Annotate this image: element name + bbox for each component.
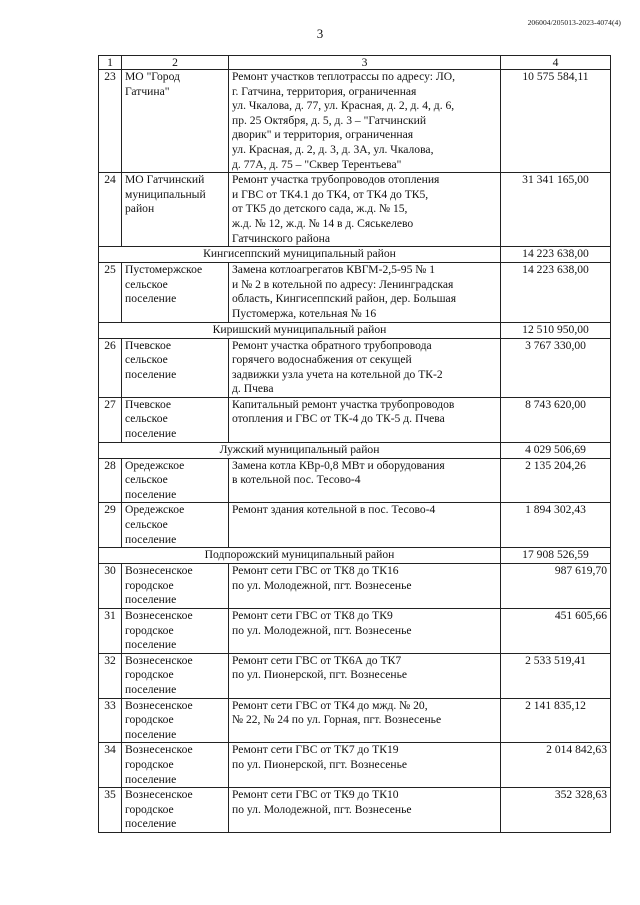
row-number: 30: [99, 564, 122, 609]
amount: 987 619,70: [501, 564, 611, 609]
header-col-1: 1: [99, 56, 122, 70]
amount: 451 605,66: [501, 609, 611, 654]
header-col-3: 3: [229, 56, 501, 70]
amount: 3 767 330,00: [501, 338, 611, 397]
amount: 8 743 620,00: [501, 397, 611, 442]
table-row: [99, 458, 611, 503]
district-section-row: [99, 442, 611, 458]
work-description: Ремонт участка трубопроводов отопления и ГВС от ТК4.1 до ТК4, от ТК4 до ТК5, от ТК5 до детского сада, ж.д. № 15, ж.д. № 12, ж.д. № 14 в д. Сяськелево Гатчинского района: [229, 173, 501, 247]
work-description: Замена котла КВр-0,8 МВт и оборудования в котельной пос. Тесово-4: [229, 458, 501, 503]
municipality-name: Вознесенское городское поселение: [122, 698, 229, 743]
row-number: 35: [99, 788, 122, 833]
header-col-2: 2: [122, 56, 229, 70]
district-total: 17 908 526,59: [501, 548, 611, 564]
district-total: 14 223 638,00: [501, 247, 611, 263]
amount: 10 575 584,11: [501, 70, 611, 173]
page-number: 3: [316, 26, 324, 41]
municipality-name: Пустомержское сельское поселение: [122, 263, 229, 322]
amount: 352 328,63: [501, 788, 611, 833]
municipality-name: Оредежское сельское поселение: [122, 503, 229, 548]
municipality-name: Оредежское сельское поселение: [122, 458, 229, 503]
work-description: Ремонт сети ГВС от ТК4 до мжд. № 20, № 22, № 24 по ул. Горная, пгт. Вознесенье: [229, 698, 501, 743]
row-number: 27: [99, 397, 122, 442]
row-number: 28: [99, 458, 122, 503]
table-row: [99, 397, 611, 442]
table-row: [99, 743, 611, 788]
district-name: Подпорожский муниципальный район: [99, 548, 501, 564]
table-row: [99, 503, 611, 548]
district-total: 4 029 506,69: [501, 442, 611, 458]
row-number: 29: [99, 503, 122, 548]
table-row: [99, 653, 611, 698]
amount: 2 014 842,63: [501, 743, 611, 788]
table-row: [99, 698, 611, 743]
table-row: [99, 338, 611, 397]
municipality-name: Пчевское сельское поселение: [122, 338, 229, 397]
amount: 1 894 302,43: [501, 503, 611, 548]
work-description: Капитальный ремонт участка трубопроводов отопления и ГВС от ТК-4 до ТК-5 д. Пчева: [229, 397, 501, 442]
district-total: 12 510 950,00: [501, 322, 611, 338]
work-description: Ремонт участка обратного трубопровода горячего водоснабжения от секущей задвижки узла учета на котельной до ТК-2 д. Пчева: [229, 338, 501, 397]
row-number: 23: [99, 70, 122, 173]
table-row: [99, 564, 611, 609]
municipality-name: МО "Город Гатчина": [122, 70, 229, 173]
municipality-name: МО Гатчинский муниципальный район: [122, 173, 229, 247]
work-description: Замена котлоагрегатов КВГМ-2,5-95 № 1 и № 2 в котельной по адресу: Ленинградская область, Кингисеппский район, дер. Большая Пустомержа, котельная № 16: [229, 263, 501, 322]
row-number: 26: [99, 338, 122, 397]
work-description: Ремонт участков теплотрассы по адресу: ЛО, г. Гатчина, территория, ограниченная ул. Чкалова, д. 77, ул. Красная, д. 2, д. 4, д. 6, пр. 25 Октября, д. 5, д. 3 – "Гатчинский дворик" и территория, ограниченная ул. Красная, д. 2, д. 3, д. 3А, ул. Чкалова, д. 77А, д. 75 – "Сквер Терентьева": [229, 70, 501, 173]
work-description: Ремонт сети ГВС от ТК6А до ТК7 по ул. Пионерской, пгт. Вознесенье: [229, 653, 501, 698]
district-name: Кингисеппский муниципальный район: [99, 247, 501, 263]
row-number: 25: [99, 263, 122, 322]
row-number: 33: [99, 698, 122, 743]
amount: 2 135 204,26: [501, 458, 611, 503]
table-row: [99, 263, 611, 322]
amount: 2 141 835,12: [501, 698, 611, 743]
district-name: Киришский муниципальный район: [99, 322, 501, 338]
row-number: 24: [99, 173, 122, 247]
municipality-name: Пчевское сельское поселение: [122, 397, 229, 442]
amount: 31 341 165,00: [501, 173, 611, 247]
table-row: [99, 70, 611, 173]
document-code: 206004/205013-2023-4074(4): [527, 18, 621, 27]
work-description: Ремонт здания котельной в пос. Тесово-4: [229, 503, 501, 548]
work-description: Ремонт сети ГВС от ТК7 до ТК19 по ул. Пионерской, пгт. Вознесенье: [229, 743, 501, 788]
work-description: Ремонт сети ГВС от ТК9 до ТК10 по ул. Молодежной, пгт. Вознесенье: [229, 788, 501, 833]
work-description: Ремонт сети ГВС от ТК8 до ТК9 по ул. Молодежной, пгт. Вознесенье: [229, 609, 501, 654]
header-col-4: 4: [501, 56, 611, 70]
municipality-name: Вознесенское городское поселение: [122, 788, 229, 833]
municipality-name: Вознесенское городское поселение: [122, 653, 229, 698]
row-number: 31: [99, 609, 122, 654]
district-name: Лужский муниципальный район: [99, 442, 501, 458]
table-header-row: [99, 56, 611, 70]
municipality-name: Вознесенское городское поселение: [122, 743, 229, 788]
district-section-row: [99, 548, 611, 564]
table-row: [99, 609, 611, 654]
table-row: [99, 173, 611, 247]
municipality-name: Вознесенское городское поселение: [122, 609, 229, 654]
district-section-row: [99, 247, 611, 263]
table-row: [99, 788, 611, 833]
objects-table: [98, 55, 611, 833]
work-description: Ремонт сети ГВС от ТК8 до ТК16 по ул. Молодежной, пгт. Вознесенье: [229, 564, 501, 609]
amount: 2 533 519,41: [501, 653, 611, 698]
row-number: 32: [99, 653, 122, 698]
row-number: 34: [99, 743, 122, 788]
municipality-name: Вознесенское городское поселение: [122, 564, 229, 609]
district-section-row: [99, 322, 611, 338]
amount: 14 223 638,00: [501, 263, 611, 322]
